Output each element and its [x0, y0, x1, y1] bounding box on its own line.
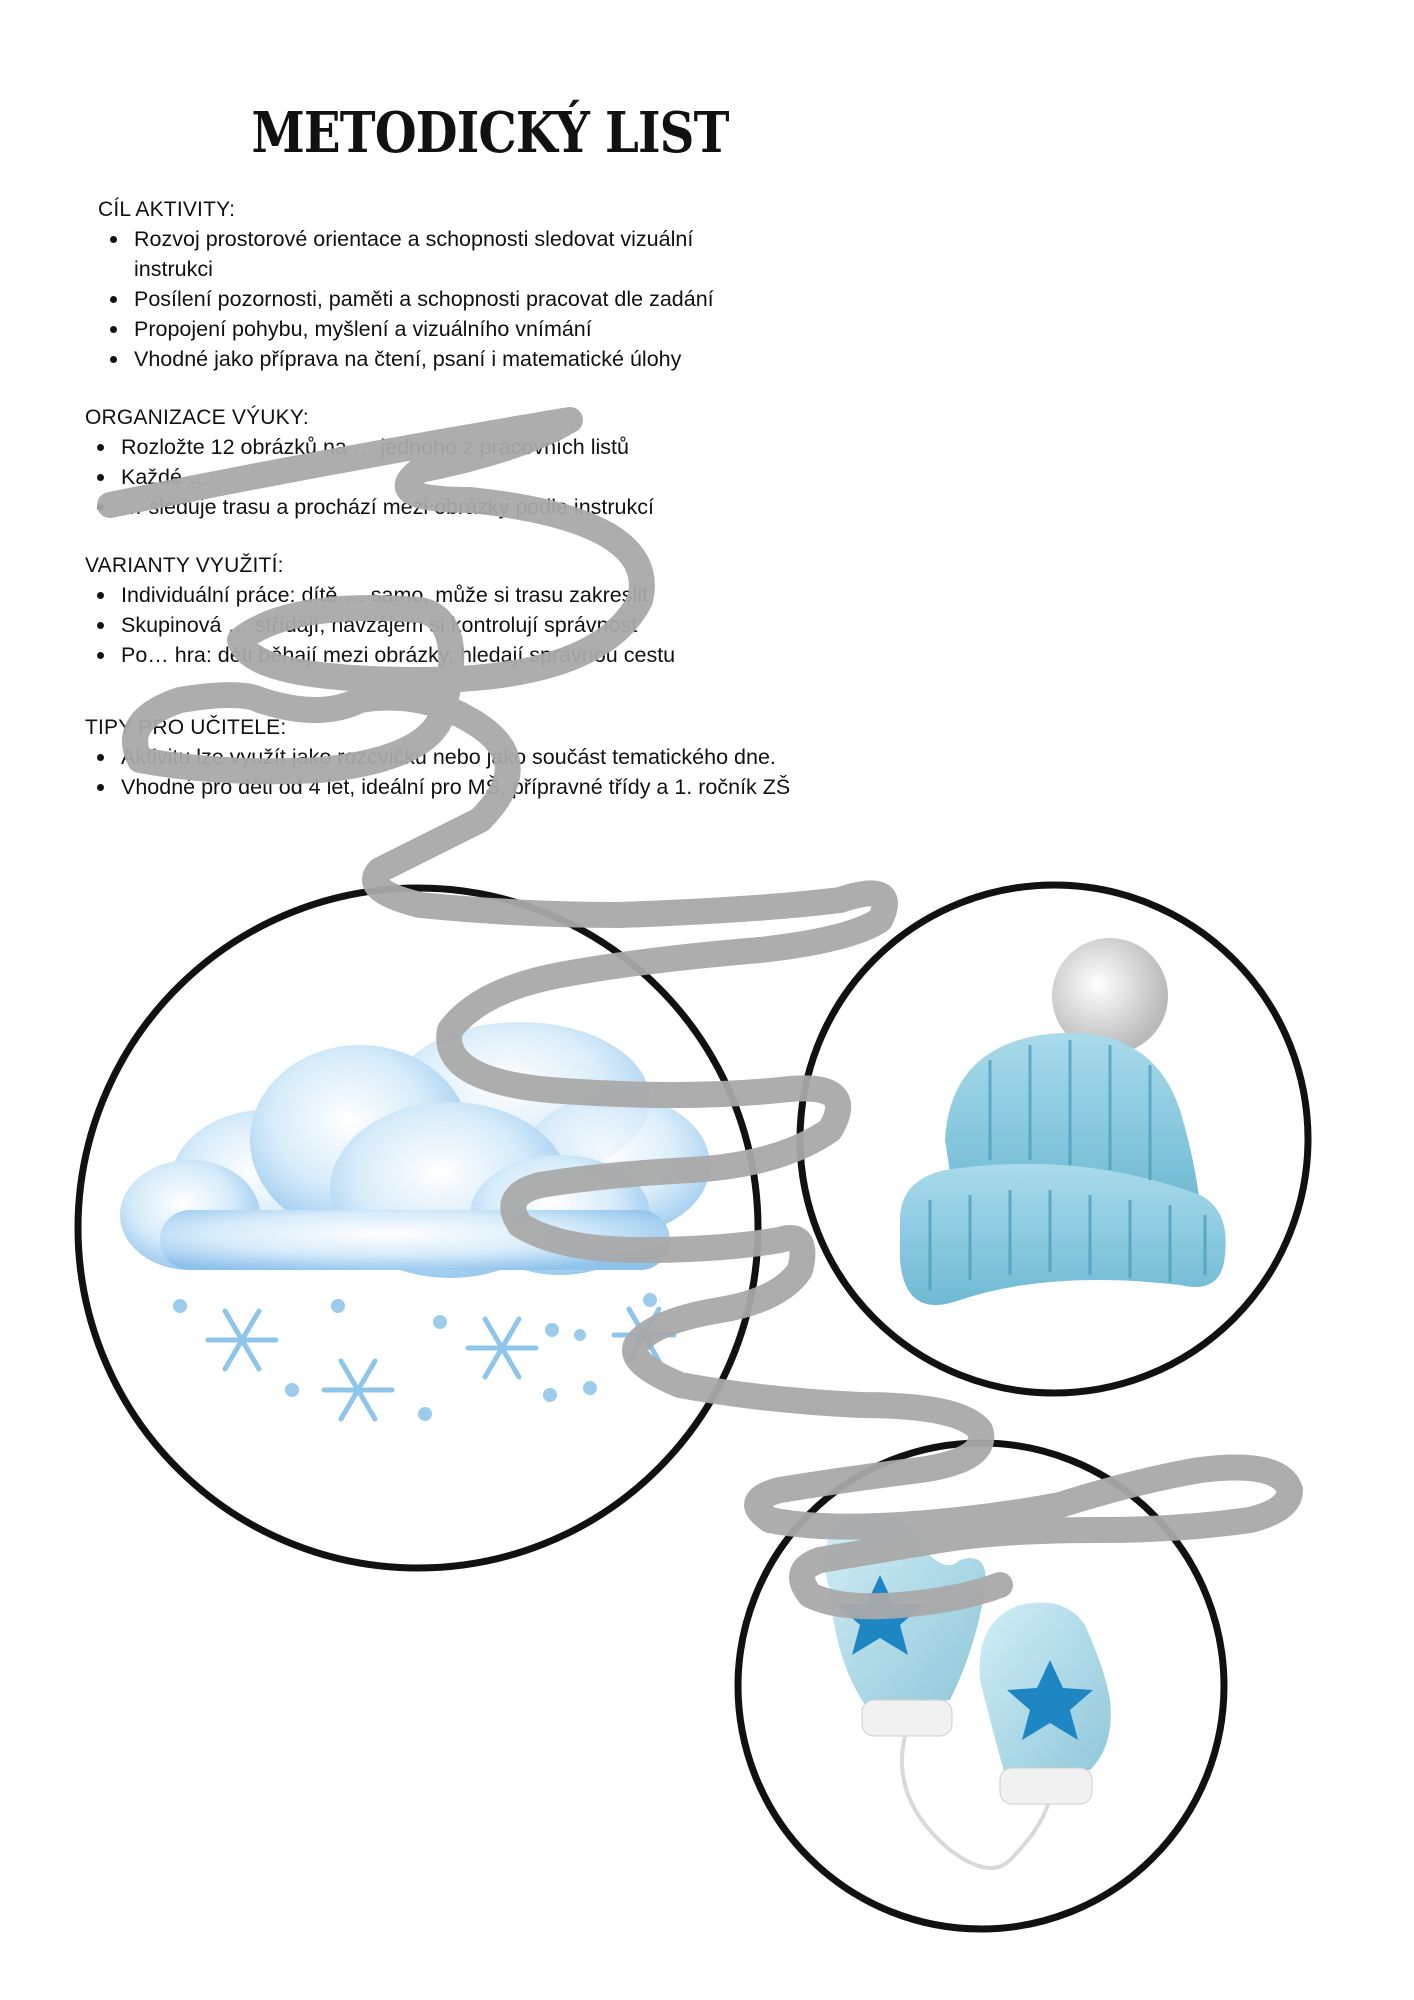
picture-circle: [738, 1443, 1224, 1929]
list-item: Individuální práce: dítě … samo, může si trasu zakreslit: [87, 580, 675, 610]
list-item: instrukci: [134, 257, 213, 281]
mittens-picture: [738, 1443, 1224, 1929]
list-item: … sleduje trasu a prochází mezi obrázky podle instrukcí: [87, 492, 654, 522]
list-item: Posílení pozornosti, paměti a schopnosti pracovat dle zadání: [100, 284, 714, 314]
winter-hat-picture: [800, 885, 1308, 1393]
list-item: Aktivitu lze využít jako rozcvičku nebo jako součást tematického dne.: [87, 742, 790, 772]
list-item: Vhodné pro děti od 4 let, ideální pro MŠ, přípravné třídy a 1. ročník ZŠ: [87, 772, 790, 802]
heading-varianty-vyuziti: VARIANTY VYUŽITÍ:: [85, 554, 284, 577]
heading-cil-aktivity: CÍL AKTIVITY:: [98, 198, 236, 221]
list-item: Po… hra: děti běhají mezi obrázky, hledají správnou cestu: [87, 640, 675, 670]
snow-cloud-picture: [78, 888, 758, 1568]
heading-organizace-vyuky: ORGANIZACE VÝUKY:: [85, 406, 309, 429]
list-item: Rozložte 12 obrázků na … jednoho z pracovních listů: [87, 432, 654, 462]
list-item: Propojení pohybu, myšlení a vizuálního vnímání: [100, 314, 714, 344]
list-item: Skupinová … střídají, navzájem si kontrolují správnost: [87, 610, 675, 640]
page-title: METODICKÝ LIST: [251, 100, 729, 166]
mittens-icon: [824, 1513, 1111, 1868]
heading-tipy-pro-ucitele: TIPY PRO UČITELE:: [85, 716, 287, 739]
list-item: Vhodné jako příprava na čtení, psaní i matematické úlohy: [100, 344, 714, 374]
winter-hat-icon: [900, 938, 1226, 1305]
snow-cloud-icon: [120, 1022, 710, 1421]
list-item: Rozvoj prostorové orientace a schopnosti sledovat vizuální: [100, 224, 714, 254]
list-item: Každé …: [87, 462, 654, 492]
